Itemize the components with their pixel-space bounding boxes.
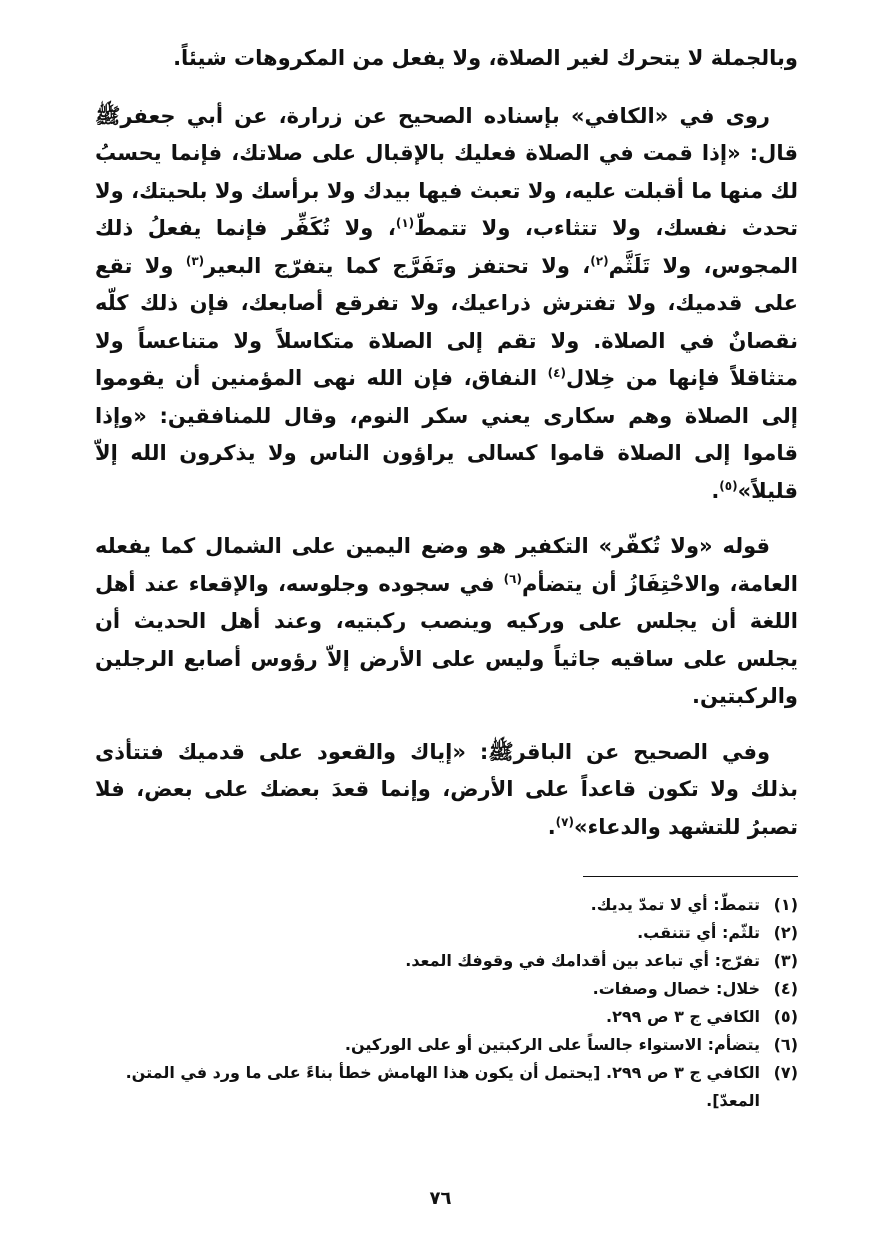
footnote-number: (٣) — [773, 951, 798, 970]
page-content — [95, 40, 798, 1207]
footnote-ref-6[interactable]: (٦) — [503, 571, 522, 586]
paragraph-2-text-e: النفاق، فإن الله نهى المؤمنين أن يقوموا إلى الصلاة وهم سكارى يعني سكر النوم، وقال للمنافقين: «وإذا قاموا إلى الصلاة قاموا كسالى يراؤون الناس ولا يذكرون الله إلاّ قليلاً» — [95, 366, 798, 503]
footnote-item — [95, 919, 798, 947]
footnote-text: خلال: خصال وصفات. — [592, 979, 760, 998]
footnote-number: (٦) — [773, 1035, 798, 1054]
paragraph-2 — [95, 98, 798, 511]
footnote-ref-3[interactable]: (٣) — [185, 253, 205, 268]
paragraph-2-text-f: . — [711, 478, 720, 503]
footnote-item — [95, 1059, 798, 1115]
footnote-number: (٥) — [773, 1007, 798, 1026]
footnote-text: تلثّم: أي تتنقب. — [637, 923, 760, 942]
footnote-divider — [583, 876, 798, 877]
paragraph-2-text-c: ، ولا تحتفز وتَفَرَّج كما يتفرّج البعير — [204, 253, 591, 278]
footnote-divider-wrap — [95, 846, 798, 891]
footnote-text: الكافي ج ٣ ص ٢٩٩. — [606, 1007, 760, 1026]
footnote-number: (٧) — [773, 1063, 798, 1082]
paragraph-4-text-a: وفي الصحيح عن الباقرﷺ: «إياك والقعود على قدميك فتتأذى بذلك ولا تكون قاعداً على الأرض، وإنما قعدَ بعضك على بعض، فلا تصبرُ للتشهد والدعاء» — [95, 739, 798, 839]
paragraph-4-text-b: . — [547, 814, 556, 839]
paragraph-2-text-b: ، ولا تُكَفِّر فإنما يفعلُ ذلك المجوس، ولا تَلَثَّم — [95, 216, 798, 278]
footnote-item — [95, 947, 798, 975]
footnote-ref-7[interactable]: (٧) — [555, 814, 574, 829]
footnotes-list — [95, 891, 798, 1115]
page-number: ٧٦ — [429, 1188, 452, 1209]
footnote-item — [95, 1003, 798, 1031]
footnote-text: يتضأم: الاستواء جالساً على الركبتين أو على الوركين. — [344, 1035, 760, 1054]
footnote-ref-2[interactable]: (٢) — [590, 253, 609, 268]
footnote-ref-5[interactable]: (٥) — [719, 478, 738, 493]
footnote-item — [95, 891, 798, 919]
footnote-number: (٤) — [773, 979, 798, 998]
paragraph-1: وبالجملة لا يتحرك لغير الصلاة، ولا يفعل من المكروهات شيئاً. — [173, 46, 798, 70]
paragraph-2-text-a: روى في «الكافي» بإسناده الصحيح عن زرارة، عن أبي جعفرﷺ قال: «إذا قمت في الصلاة فعليك بالإقبال على صلاتك، فإنما يحسبُ لك منها ما أقبلت عليه، ولا تعبث فيها بيدك ولا برأسك ولا بلحيتك، ولا تحدث نفسك، ولا تتثاءب، ولا تتمطّ — [95, 103, 799, 240]
paragraph-3-text-a: قوله «ولا تُكفّر» التكفير هو وضع اليمين على الشمال كما يفعله العامة، والاحْتِفَازُ أن يتضأم — [95, 534, 799, 596]
footnote-number: (١) — [773, 895, 798, 914]
footnote-item — [95, 975, 798, 1003]
paragraph-4 — [95, 734, 798, 847]
footnote-text: تفرّج: أي تباعد بين أقدامك في وقوفك المعد. — [405, 951, 760, 970]
footnote-number: (٢) — [773, 923, 798, 942]
footnote-text: الكافي ج ٣ ص ٢٩٩. [يحتمل أن يكون هذا الهامش خطأ بناءً على ما ورد في المتن. المعدّ]. — [125, 1063, 760, 1110]
footnote-text: تتمطّ: أي لا تمدّ يديك. — [590, 895, 760, 914]
footnote-ref-4[interactable]: (٤) — [547, 366, 566, 380]
paragraph-2-text-d: ولا تقع على قدميك، ولا تفترش ذراعيك، ولا تفرقع أصابعك، فإن ذلك كلّه نقصانٌ في الصلاة. ولا تقم إلى الصلاة متكاسلاً ولا متناعساً ولا متثاقلاً فإنها من خِلال — [95, 253, 798, 390]
paragraph-3-text-b: في سجوده وجلوسه، والإقعاء عند أهل اللغة أن يجلس على وركيه وينصب ركبتيه، وعند أهل الحديث أن يجلس على ساقيه جاثياً وليس على الأرض إلاّ رؤوس أصابع الرجلين والركبتين. — [95, 571, 798, 708]
footnote-ref-1[interactable]: (١) — [395, 216, 415, 230]
paragraph-3 — [95, 528, 798, 716]
footnote-item — [95, 1031, 798, 1059]
